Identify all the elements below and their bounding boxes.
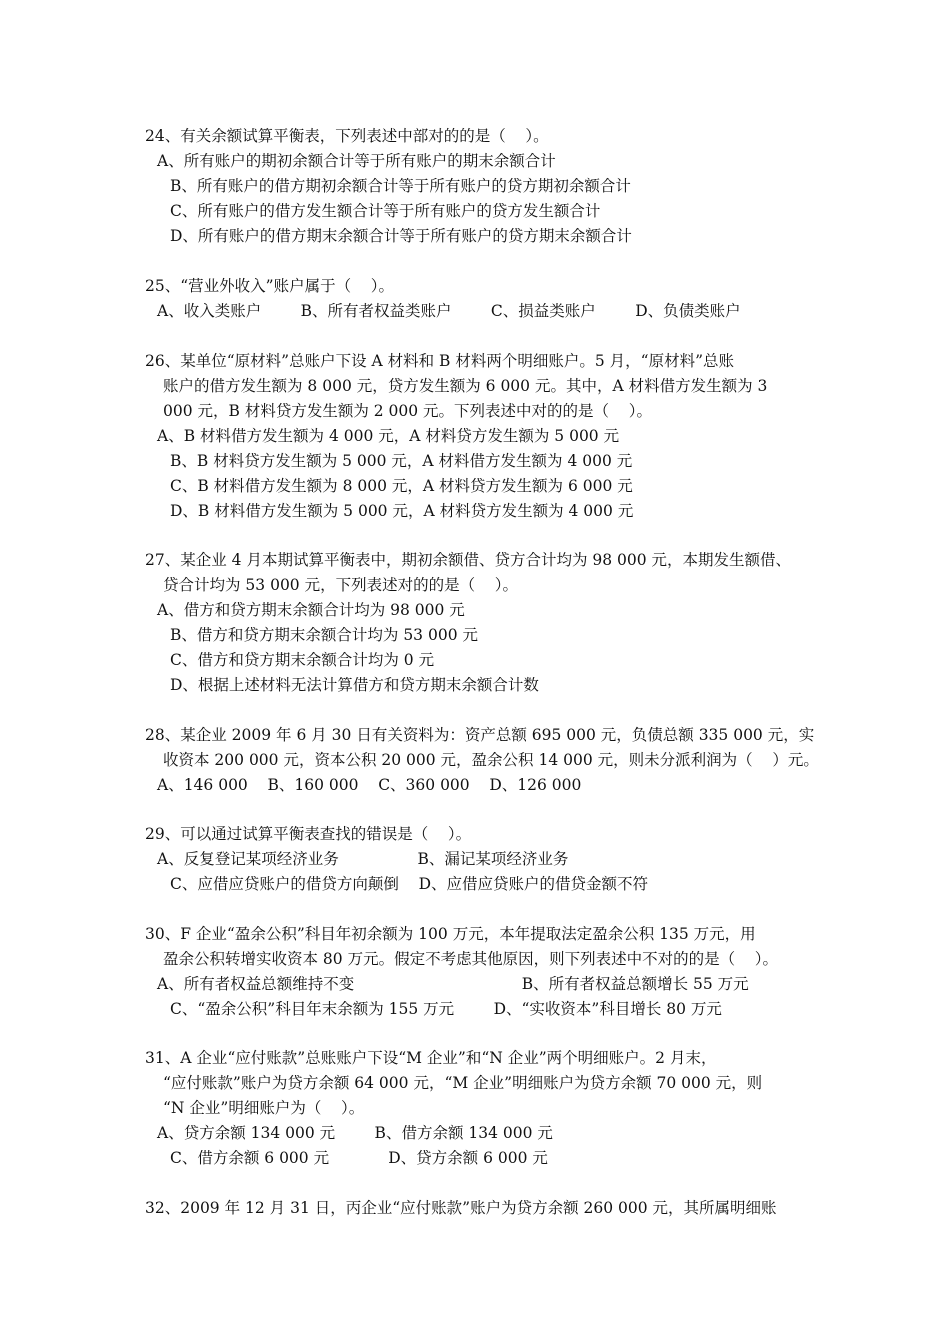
question-26-option-b: B、B 材料贷方发生额为 5 000 元，A 材料借方发生额为 4 000 元 [170, 452, 633, 470]
question-24-option-a: A、所有账户的期初余额合计等于所有账户的期末余额合计 [157, 152, 556, 170]
question-25-stem: 25、“营业外收入”账户属于（ ）。 [145, 277, 395, 295]
question-31-options-row-1: A、贷方余额 134 000 元 B、借方余额 134 000 元 [157, 1124, 553, 1142]
question-27-option-d: D、根据上述材料无法计算借方和贷方期末余额合计数 [170, 676, 539, 694]
question-29-options-row-2: C、应借应贷账户的借贷方向颠倒 D、应借应贷账户的借贷金额不符 [170, 875, 648, 893]
question-27-option-b: B、借方和贷方期末余额合计均为 53 000 元 [170, 626, 478, 644]
question-24-option-d: D、所有账户的借方期末余额合计等于所有账户的贷方期末余额合计 [170, 227, 632, 245]
question-26-stem-line-2: 账户的借方发生额为 8 000 元，贷方发生额为 6 000 元。其中，A 材料借方发生额为 3 [163, 377, 768, 395]
question-27-stem-line-2: 贷合计均为 53 000 元，下列表述对的的是（ ）。 [163, 576, 519, 594]
question-27-option-a: A、借方和贷方期末余额合计均为 98 000 元 [157, 601, 465, 619]
question-26-option-d: D、B 材料借方发生额为 5 000 元，A 材料贷方发生额为 4 000 元 [170, 502, 634, 520]
question-28-options: A、146 000 B、160 000 C、360 000 D、126 000 [157, 776, 582, 794]
question-31-stem-line-1: 31、A 企业“应付账款”总账账户下设“M 企业”和“N 企业”两个明细账户。2 月末， [145, 1049, 717, 1067]
question-30-stem-line-2: 盈余公积转增实收资本 80 万元。假定不考虑其他原因，则下列表述中不对的的是（ ）。 [163, 950, 779, 968]
question-24-stem: 24、有关余额试算平衡表，下列表述中部对的的是（ ）。 [145, 127, 549, 145]
question-30-options-row-2: C、“盈余公积”科目年末余额为 155 万元 D、“实收资本”科目增长 80 万元 [170, 1000, 722, 1018]
question-28-stem-line-2: 收资本 200 000 元，资本公积 20 000 元，盈余公积 14 000 元，则未分派利润为（ ）元。 [163, 751, 819, 769]
question-32-stem-line-1: 32、2009 年 12 月 31 日，丙企业“应付账款”账户为贷方余额 260 000 元，其所属明细账 [145, 1199, 777, 1217]
question-30-stem-line-1: 30、F 企业“盈余公积”科目年初余额为 100 万元，本年提取法定盈余公积 135 万元，用 [145, 925, 756, 943]
question-27-option-c: C、借方和贷方期末余额合计均为 0 元 [170, 651, 435, 669]
question-30-options-row-1: A、所有者权益总额维持不变 B、所有者权益总额增长 55 万元 [157, 975, 749, 993]
question-24-option-b: B、所有账户的借方期初余额合计等于所有账户的贷方期初余额合计 [170, 177, 631, 195]
question-31-stem-line-3: “N 企业”明细账户为（ ）。 [163, 1099, 365, 1117]
question-27-stem-line-1: 27、某企业 4 月本期试算平衡表中，期初余额借、贷方合计均为 98 000 元，本期发生额借、 [145, 551, 792, 569]
question-29-stem: 29、可以通过试算平衡表查找的错误是（ ）。 [145, 825, 472, 843]
question-29-options-row-1: A、反复登记某项经济业务 B、漏记某项经济业务 [157, 850, 569, 868]
question-31-stem-line-2: “应付账款”账户为贷方余额 64 000 元，“M 企业”明细账户为贷方余额 70 000 元，则 [163, 1074, 763, 1092]
question-26-stem-line-1: 26、某单位“原材料”总账户下设 A 材料和 B 材料两个明细账户。5 月，“原材料”总账 [145, 352, 735, 370]
question-25-options: A、收入类账户 B、所有者权益类账户 C、损益类账户 D、负债类账户 [157, 302, 741, 320]
question-26-option-a: A、B 材料借方发生额为 4 000 元，A 材料贷方发生额为 5 000 元 [157, 427, 620, 445]
question-31-options-row-2: C、借方余额 6 000 元 D、贷方余额 6 000 元 [170, 1149, 548, 1167]
question-24-option-c: C、所有账户的借方发生额合计等于所有账户的贷方发生额合计 [170, 202, 601, 220]
question-26-stem-line-3: 000 元，B 材料贷方发生额为 2 000 元。下列表述中对的的是（ ）。 [163, 402, 653, 420]
question-28-stem-line-1: 28、某企业 2009 年 6 月 30 日有关资料为：资产总额 695 000 元，负债总额 335 000 元，实 [145, 726, 815, 744]
question-26-option-c: C、B 材料借方发生额为 8 000 元，A 材料贷方发生额为 6 000 元 [170, 477, 633, 495]
